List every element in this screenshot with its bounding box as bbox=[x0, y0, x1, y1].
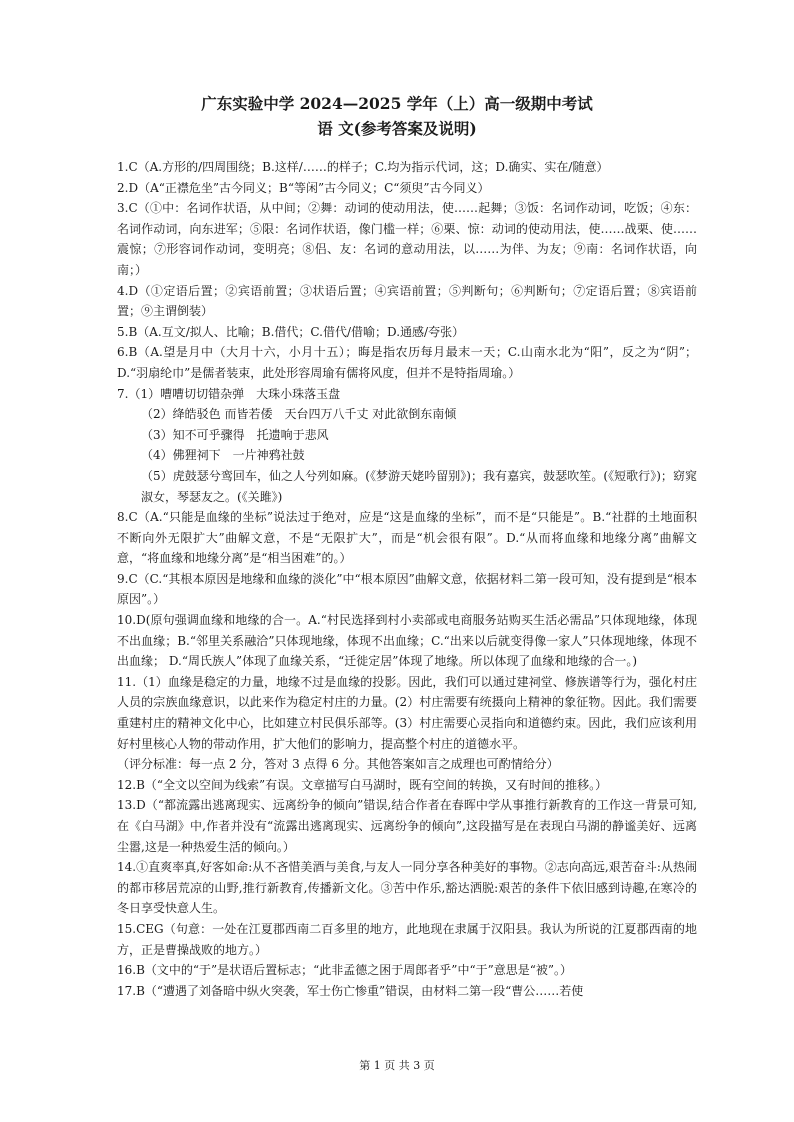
answer-16: 16.B（文中的“于”是状语后置标志；“此非孟德之困于周郎者乎”中“于”意思是“被”。） bbox=[117, 963, 572, 978]
answer-list bbox=[117, 157, 697, 1001]
answer-9: 9.C（C.“其根本原因是地缘和血缘的淡化”中“根本原因”曲解文意，依据材料二第一段可知，没有提到是“根本原因”。） bbox=[117, 571, 697, 607]
answer-6: 6.B（A.望是月中（大月十六，小月十五）；晦是指农历每月最末一天；C.山南水北为“阳”，反之为“阴”；D.“羽扇纶巾”是儒者装束，此处形容周瑜有儒将风度，但并不是特指周瑜。） bbox=[117, 345, 697, 380]
page-number: 第 1 页 共 3 页 bbox=[359, 1059, 435, 1072]
answer-8: 8.C（A.“只能是血缘的坐标”说法过于绝对，应是“这是血缘的坐标”，而不是“只能是”。B.“社群的土地面积不断向外无限扩大”曲解文意，不是“无限扩大”，而是“机会很有限”。D.“从而将血缘和地缘分离”曲解文意，“将血缘和地缘分离”是“相当困难”的。） bbox=[117, 510, 697, 566]
scoring-note: （评分标准：每一点 2 分，答对 3 点得 6 分。其他答案如言之成理也可酌情给分） bbox=[117, 757, 559, 772]
answer-5: 5.B（A.互文/拟人、比喻；B.借代；C.借代/借喻；D.通感/夸张） bbox=[117, 324, 465, 339]
answer-2: 2.D（A“正襟危坐”古今同义；B“等闲”古今同义；C“须臾”古今同义） bbox=[117, 180, 490, 195]
page-subtitle: 语 文(参考答案及说明) bbox=[317, 119, 477, 138]
answer-10: 10.D(原句强调血缘和地缘的合一。A.“村民选择到村小卖部或电商服务站购买生活必需品”只体现地缘，体现不出血缘；B.“邻里关系融洽”只体现地缘，体现不出血缘；C.“出来以后就变得像一家人”只体现地缘，体现不出血缘； D.“周氏族人”体现了血缘关系，“迁徙定居”体现了地缘。所以体现了血缘和地缘的合一。) bbox=[117, 613, 698, 669]
answer-14: 14.①直爽率真,好客如命:从不吝惜美酒与美食,与友人一同分享各种美好的事物。②志向高远,艰苦奋斗:从热闹的都市移居荒凉的山野,推行新教育,传播新文化。③苦中作乐,豁达洒脱:艰苦的条件下依旧感到诗趣,在寒冷的冬日享受快意人生。 bbox=[117, 860, 697, 916]
answer-7-4: （4）佛狸祠下 一片神鸦社鼓 bbox=[141, 448, 305, 463]
answer-13: 13.D（“都流露出逃离现实、远离纷争的倾向”错误,结合作者在春晖中学从事推行新教育的工作这一背景可知,在《白马湖》中,作者并没有“流露出逃离现实、远离纷争的倾向”,这段描写是在表现白马湖的静谧美好、远离尘嚣,这是一种热爱生活的倾向。） bbox=[117, 798, 697, 854]
answer-3: 3.C（①中：名词作状语，从中间；②舞：动词的使动用法，使……起舞；③饭：名词作动词，吃饭；④东：名词作动词，向东进军；⑤限：名词作状语，像门槛一样；⑥栗、惊：动词的使动用法，使……战栗、使……震惊；⑦形容词作动词，变明亮；⑧侣、友：名词的意动用法，以……为伴、为友；⑨南：名词作状语，向南；） bbox=[117, 201, 697, 277]
answer-1: 1.C（A.方形的/四周围绕；B.这样/……的样子；C.均为指示代词，这；D.确实、实在/随意） bbox=[117, 160, 609, 174]
answer-7-3: （3）知不可乎骤得 托遗响于悲风 bbox=[141, 427, 329, 442]
answer-17: 17.B（“遭遇了刘备暗中纵火突袭，军士伤亡惨重”错误，由材料二第一段“曹公……若使 bbox=[117, 983, 584, 998]
answer-7-5: （5）虎鼓瑟兮鸾回车，仙之人兮列如麻。(《梦游天姥吟留别》)；我有嘉宾，鼓瑟吹笙。(《短歌行》)；窈窕淑女，琴瑟友之。(《关雎》) bbox=[141, 468, 697, 504]
answer-7-2: （2）绛皓驳色 而皆若倭 天台四万八千丈 对此欲倒东南倾 bbox=[141, 407, 457, 422]
answer-12: 12.B（“全文以空间为线索”有误。文章描写白马湖时，既有空间的转换，又有时间的推移。） bbox=[117, 777, 608, 792]
answer-7-1: 7.（1）嘈嘈切切错杂弹 大珠小珠落玉盘 bbox=[117, 386, 341, 401]
page-title: 广东实验中学 2024—2025 学年（上）高一级期中考试 bbox=[201, 94, 593, 113]
answer-11: 11.（1）血缘是稳定的力量，地缘不过是血缘的投影。因此，我们可以通过建祠堂、修族谱等行为，强化村庄人员的宗族血缘意识，以此来作为稳定村庄的力量。(2）村庄需要有统摄向上精神的象征物。因此。我们需要重建村庄的精神文化中心，比如建立村民俱乐部等。(3）村庄需要心灵指向和道德约束。因此，我们应该利用好村里核心人物的带动作用，扩大他们的影响力，提高整个村庄的道德水平。 bbox=[117, 674, 697, 751]
answer-4: 4.D（①定语后置；②宾语前置；③状语后置；④宾语前置；⑤判断句；⑥判断句；⑦定语后置；⑧宾语前置；⑨主谓倒装） bbox=[117, 283, 697, 319]
answer-15: 15.CEG（句意：一处在江夏郡西南二百多里的地方，此地现在隶属于汉阳县。我认为所说的江夏郡西南的地方，正是曹操战败的地方。） bbox=[117, 921, 697, 957]
